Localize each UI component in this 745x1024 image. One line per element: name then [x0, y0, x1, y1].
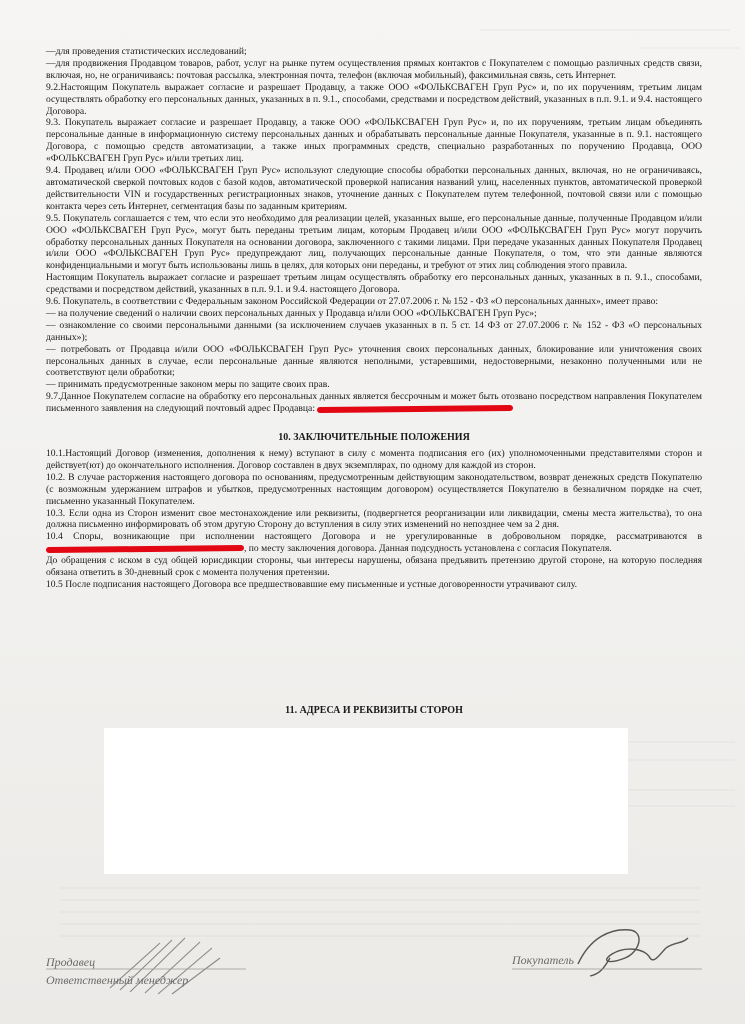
text-paragraph: До обращения с иском в суд общей юрисдикции стороны, чьи интересы нарушены, обязана предъявить претензию другой стороне, на которую последняя обязана ответить в 30-дневный срок с момента получения претензии. [46, 555, 702, 579]
clause-9-3: 9.3. Покупатель выражает согласие и разрешает Продавцу, а также ООО «ФОЛЬКСВАГЕН Груп Рус» и, по их поручениям, третьим лицам объединять персональные данные в информационную систему персональных данных и обрабатывать персональные данные Покупателя, указанные в п. 9.1. настоящего Договора, с помощью средств автоматизации, а также иных программных средств, специально разработанных по поручению Продавца, ООО «ФОЛЬКСВАГЕН Груп Рус» и/или третьих лиц. [46, 117, 702, 165]
seller-signature-line [46, 968, 246, 972]
clause-10-4-text: 10.4 Споры, возникающие при исполнении настоящего Договора и не урегулированные в добровольном порядке, рассматриваются в [46, 531, 702, 543]
redacted-requisites-block [104, 728, 628, 874]
clause-10-4-tail: , по месту заключения договора. Данная подсудность установлена с согласия Покупателя. [244, 543, 612, 555]
clause-9-5: 9.5. Покупатель соглашается с тем, что если это необходимо для реализации целей, указанных выше, его персональные данные, полученные Продавцом и/или ООО «ФОЛЬКСВАГЕН Груп Рус», могут быть переданы третьим лицам, которым Продавец и/или ООО «ФОЛЬКСВАГЕН Груп Рус» могут поручить обработку персональных данных Покупателя на основании договора, заключенного с такими лицами. При передаче указанных данных Покупателя Продавец и/или ООО «ФОЛЬКСВАГЕН Груп Рус» предупреждают лиц, получающих персональные данные Покупателя, о том, что эти данные являются конфиденциальными и могут быть использованы лишь в целях, для которых они переданы, и требуют от этих лиц соблюдения этого правила. [46, 212, 702, 272]
clause-9-4: 9.4. Продавец и/или ООО «ФОЛЬКСВАГЕН Груп Рус» используют следующие способы обработки персональных данных, включая, но не ограничиваясь, автоматической сверкой почтовых кодов с базой кодов, автоматической проверкой написания названий улиц, населенных пунктов, автоматической проверкой действительности VIN и государственных регистрационных знаков, уточнение данных с Покупателем путем телефонной, почтовой связи или с помощью контакта через сеть Интернет, сегментация базы по заданным критериям. [46, 165, 702, 212]
seller-role: Ответственный менеджер [46, 973, 189, 987]
clause-9-2: 9.2.Настоящим Покупатель выражает согласие и разрешает Продавцу, а также ООО «ФОЛЬКСВАГЕН Груп Рус» и, по их поручениям, третьим лицам осуществлять обработку его персональных данных, указанных в п. 9.1., способами, средствами и посредством действий, указанных в п.п. 9.1. и 9.4. настоящего Договора. [46, 81, 702, 117]
redacted-court [46, 545, 244, 553]
clause-10-1: 10.1.Настоящий Договор (изменения, дополнения к нему) вступают в силу с момента подписания его (их) уполномоченными представителями сторон и действует(ют) до окончательного исполнения. Договор составлен в двух экземплярах, по одному для каждой из сторон. [46, 448, 702, 471]
clause-10-3: 10.3. Если одна из Сторон изменит свое местонахождение или реквизиты, (подвергнется реорганизации или ликвидации, смены места жительства), то она должна письменно информировать об этом другую Сторону до вступления в силу этих изменений но непозднее чем за 2 дня. [46, 507, 702, 531]
list-item: — на получение сведений о наличии своих персональных данных у Продавца и/или ООО «ФОЛЬКСВАГЕН Груп Рус»; [46, 307, 537, 319]
redacted-address [317, 405, 513, 413]
clause-10-5: 10.5 После подписания настоящего Договора все предшествовавшие ему письменные и устные договоренности утрачивают силу. [46, 578, 577, 590]
clause-9-6: 9.6. Покупатель, в соответствии с Федеральным законом Российской Федерации от 27.07.2006 г. № 152 - ФЗ «О персональных данных», имеет право: [46, 296, 659, 308]
clause-9-7 [46, 391, 702, 415]
seller-label: Продавец [46, 955, 96, 969]
contract-body [46, 46, 702, 591]
text-paragraph: —для продвижения Продавцом товаров, работ, услуг на рынке путем осуществления прямых контактов с Покупателем с помощью различных средств связи, включая, но, не ограничиваясь: почтовая рассылка, электронная почта, телефон (включая мобильный), факсимильная связь, сеть Интернет. [46, 57, 702, 81]
buyer-label: Покупатель [512, 953, 574, 967]
section-10-title: 10. ЗАКЛЮЧИТЕЛЬНЫЕ ПОЛОЖЕНИЯ [278, 432, 470, 444]
section-11-title: 11. АДРЕСА И РЕКВИЗИТЫ СТОРОН [285, 705, 463, 716]
clause-10-2: 10.2. В случае расторжения настоящего договора по основаниям, предусмотренным действующим законодательством, возврат денежных средств Покупателю (с возможным удержанием штрафов и убытков, предусмотренных настоящим договором) осуществляется Покупателю в безналичном порядке на счет, письменно указанный Покупателем. [46, 471, 702, 507]
list-item: — принимать предусмотренные законом меры по защите своих прав. [46, 379, 330, 391]
list-item: — потребовать от Продавца и/или ООО «ФОЛЬКСВАГЕН Груп Рус» уточнения своих персональных данных, блокирование или уничтожения своих персональных данных в случае, если персональные данные являются неполными, устаревшими, недостоверными, незаконно полученными или не соответствуют цели обработки; [46, 343, 702, 379]
clause-10-4 [46, 531, 702, 555]
buyer-signature-line [512, 968, 702, 972]
text-paragraph: Настоящим Покупатель выражает согласие и разрешает третьим лицам осуществлять обработку его персональных данных, указанных в п. 9.1., способами, средствами и посредством действий, указанных в п.п. 9.1. и 9.4. настоящего Договора. [46, 272, 702, 296]
text-paragraph: —для проведения статистических исследований; [46, 46, 247, 57]
list-item: — ознакомление со своими персональными данными (за исключением случаев указанных в п. 5 ст. 14 ФЗ от 27.07.2006 г. № 152 - ФЗ «О персональных данных»); [46, 319, 702, 343]
clause-9-7-text: 9.7.Данное Покупателем согласие на обработку его персональных данных является бессрочным и может быть отозвано посредством направления Покупателем письменного заявления на следующий почтовый адрес Продавца: [46, 391, 702, 415]
